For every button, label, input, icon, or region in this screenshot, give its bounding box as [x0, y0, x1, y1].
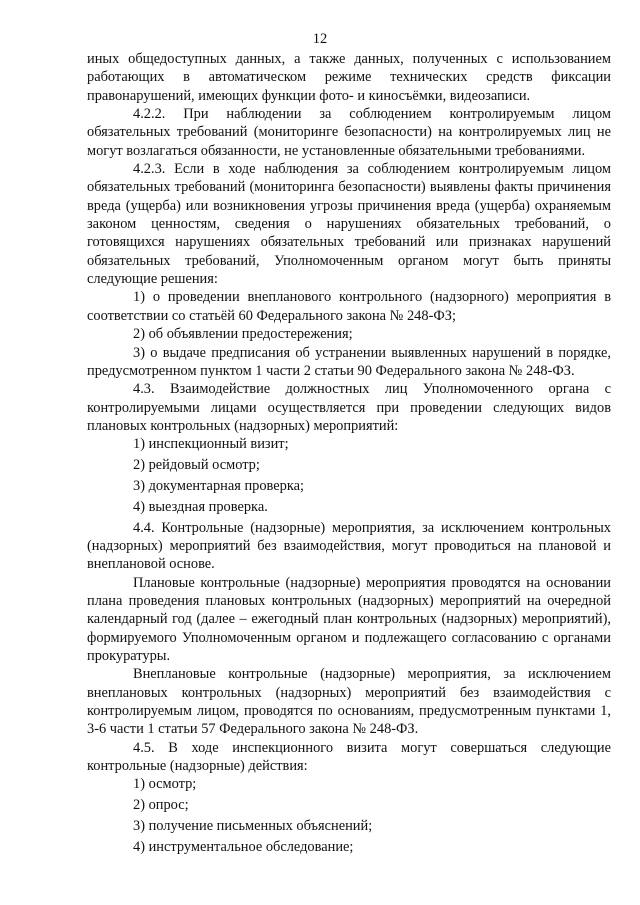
document-body — [87, 50, 611, 859]
list-item: 2) опрос; — [133, 797, 189, 814]
paragraph: 4.3. Взаимодействие должностных лиц Уполномоченного органа с контролируемыми лицами осуществляется при проведении следующих видов плановых контрольных (надзорных) мероприятий: — [87, 381, 611, 434]
page-number: 12 — [312, 31, 328, 47]
paragraph: Плановые контрольные (надзорные) мероприятия проводятся на основании плана проведения плановых контрольных (надзорных) мероприятий на очередной календарный год (далее – ежегодный план контрольных (надзорных) мероприятий), формируемого Уполномоченным органом и подлежащего согласованию с органами прокуратуры. — [87, 574, 611, 664]
paragraph: иных общедоступных данных, а также данных, полученных с использованием работающих в автоматическом режиме технических средств фиксации правонарушений, имеющих функции фото- и киносъёмки, видеозаписи. — [87, 51, 611, 104]
paragraph: 4.2.2. При наблюдении за соблюдением контролируемым лицом обязательных требований (мониторинге безопасности) на контролируемых лиц не могут возлагаться обязанности, не установленные обязательными требованиями. — [87, 106, 611, 159]
list-item: 3) получение письменных объяснений; — [133, 818, 373, 835]
list-item: 3) документарная проверка; — [133, 477, 304, 494]
paragraph: 1) о проведении внепланового контрольного (надзорного) мероприятия в соответствии со статьёй 60 Федерального закона № 248-ФЗ; — [87, 289, 611, 324]
paragraph: 3) о выдаче предписания об устранении выявленных нарушений в порядке, предусмотренном пунктом 1 части 2 статьи 90 Федерального закона № 248-ФЗ. — [87, 344, 611, 379]
list-item: 4) инструментальное обследование; — [133, 838, 354, 855]
paragraph: Внеплановые контрольные (надзорные) мероприятия, за исключением внеплановых контрольных (надзорных) мероприятий без взаимодействия с контролируемым лицом, проводятся по основаниям, предусмотренным пунктами 1, 3-6 части 1 статьи 57 Федерального закона № 248-ФЗ. — [87, 666, 611, 738]
paragraph: 4.5. В ходе инспекционного визита могут совершаться следующие контрольные (надзорные) действия: — [87, 739, 611, 775]
paragraph: 4.4. Контрольные (надзорные) мероприятия, за исключением контрольных (надзорных) мероприятий без взаимодействия, могут проводиться на плановой и внеплановой основе. — [87, 519, 611, 573]
list-item: 4) выездная проверка. — [133, 498, 268, 515]
paragraph: 2) об объявлении предостережения; — [133, 326, 353, 343]
list-item: 1) инспекционный визит; — [133, 436, 289, 453]
paragraph: 4.2.3. Если в ходе наблюдения за соблюдением контролируемым лицом обязательных требований (мониторинга безопасности) выявлены факты причинения вреда (ущерба) или возникновения угрозы причинения вреда (ущерба) охраняемым законом ценностям, сведения о нарушениях обязательных требований, о готовящихся нарушениях обязательных требований или признаках нарушений обязательных требований, Уполномоченным органом могут быть приняты следующие решения: — [87, 161, 611, 288]
list-item: 1) осмотр; — [133, 776, 197, 793]
list-item: 2) рейдовый осмотр; — [133, 457, 260, 474]
